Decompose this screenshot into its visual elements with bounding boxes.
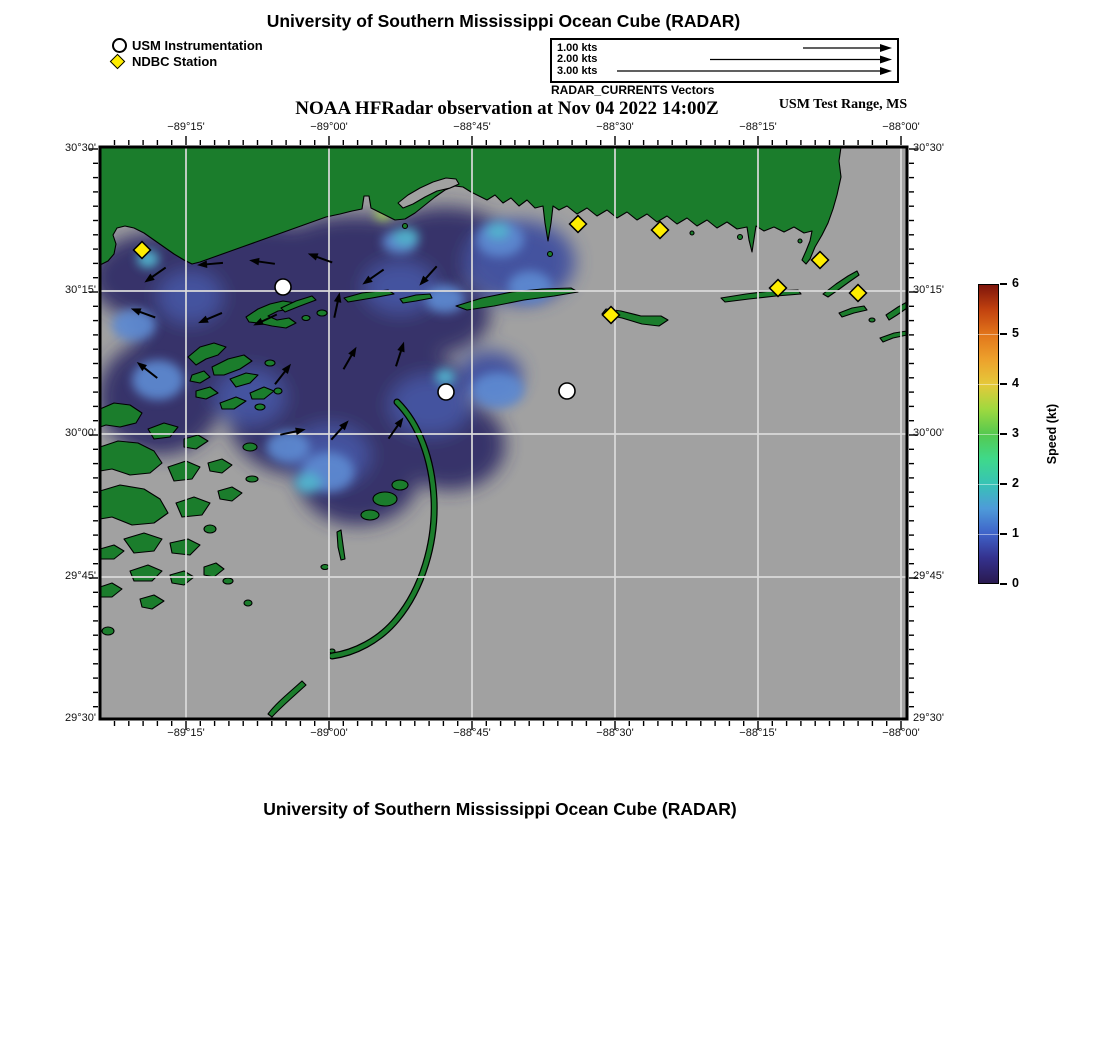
legend-item-label: NDBC Station (132, 53, 218, 69)
usm-instrument-marker (438, 384, 454, 400)
vector-scale-caption: RADAR_CURRENTS Vectors (551, 83, 715, 97)
legend-item-label: USM Instrumentation (132, 37, 263, 53)
usm-instrument-marker (275, 279, 291, 295)
map-area (100, 147, 907, 719)
colorbar-axis-label: Speed (kt) (1045, 403, 1059, 465)
vector-scale-arrows (552, 40, 892, 81)
footer-title: University of Southern Mississippi Ocean Cube (RADAR) (263, 799, 737, 819)
usm-instrument-marker (559, 383, 575, 399)
marker-legend (112, 37, 263, 69)
vector-scale-row-label: 3.00 kts (557, 64, 598, 77)
hfradar-plot-page: University of Southern Mississippi Ocean Cube (RADAR) USM Instrumentation NDBC Station 1.00 kts 2.00 kts 3.00 kts RADAR_CURRENTS Vectors NOAA HFRadar observation at Nov 04 2022 14:00Z USM Test Range, MS 0 1 2 3 4 5 6 Speed (kt) University of Southern Mississippi Ocean Cube (RADAR) −89°15' −89°15' −89°00' −89°00' −88°45' −88°45' −88°30' −88°30' −88°15' −88°15' −88°00' −88°00' 30°30' 30°30' 30°15' 30°15' 30°00' 30°00' 29°45' 29°45' 29°30' 29°30' (0, 0, 1100, 1050)
vector-scale-box (550, 38, 899, 83)
legend-item-usm (112, 37, 263, 53)
observation-subtitle: NOAA HFRadar observation at Nov 04 2022 14:00Z (295, 98, 719, 119)
vector-scale-row-label: 1.00 kts (557, 41, 598, 54)
legend-item-ndbc (112, 53, 263, 69)
ndbc-diamond-icon (112, 56, 132, 67)
page-title: University of Southern Mississippi Ocean Cube (RADAR) (266, 11, 741, 31)
map-canvas (100, 147, 907, 719)
region-label: USM Test Range, MS (778, 97, 908, 112)
usm-circle-icon (112, 38, 132, 53)
vector-scale-row-label: 2.00 kts (557, 53, 598, 65)
